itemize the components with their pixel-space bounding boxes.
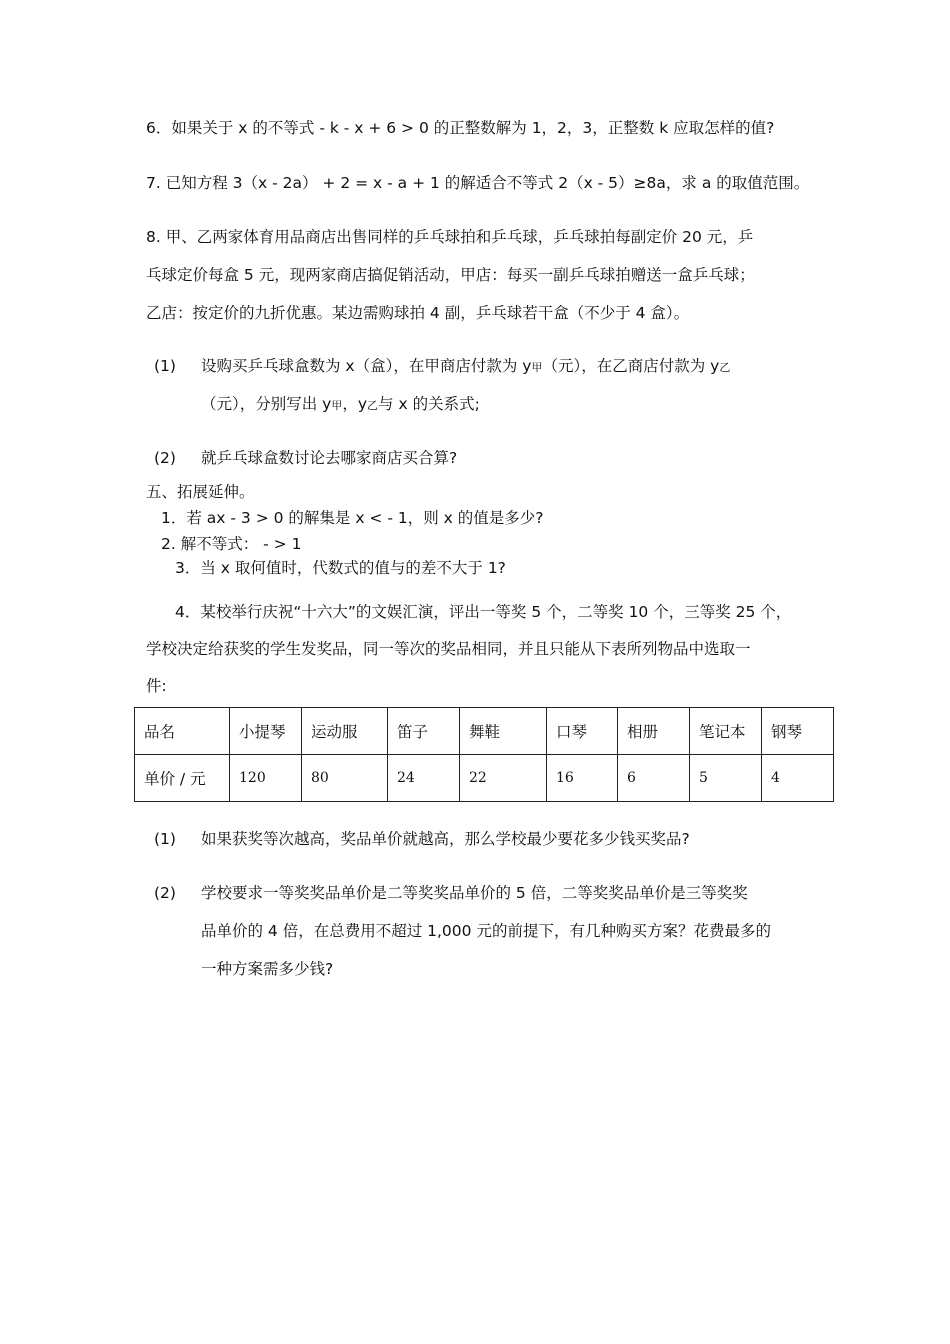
question-8-sub-1-number: (1) [154, 357, 176, 375]
prize-table [134, 707, 834, 802]
question-8-sub-1-line-2 [201, 393, 480, 417]
section-5-title: 五、拓展延伸。 [146, 483, 255, 501]
price-cell: 4 [762, 755, 834, 802]
text-segment: 与 x 的关系式; [378, 395, 480, 413]
question-4-sub-2-line-3: 一种方案需多少钱? [201, 960, 334, 978]
price-cell: 5 [690, 755, 762, 802]
price-cell: 120 [230, 755, 302, 802]
extension-2: 2. 解不等式： - > 1 [161, 535, 302, 553]
row-label-item: 品名 [135, 708, 230, 755]
question-4-sub-1: 如果获奖等次越高，奖品单价就越高，那么学校最少要花多少钱买奖品? [201, 830, 690, 848]
question-6: 6．如果关于 x 的不等式 - k - x + 6 > 0 的正整数解为 1，2，3，正整数 k 应取怎样的值? [146, 119, 775, 137]
question-4-sub-2-line-1: 学校要求一等奖奖品单价是二等奖奖品单价的 5 倍，二等奖奖品单价是三等奖奖 [201, 884, 748, 902]
subscript: 甲 [531, 361, 543, 374]
question-8-line-3: 乙店：按定价的九折优惠。某边需购球拍 4 副，乒乓球若干盒（不少于 4 盒）。 [146, 304, 690, 322]
question-7: 7. 已知方程 3（x - 2a） + 2 = x - a + 1 的解适合不等式 2（x - 5）≥8a，求 a 的取值范围。 [146, 174, 810, 192]
question-8-sub-2-number: (2) [154, 449, 176, 467]
item-cell: 口琴 [547, 708, 618, 755]
extension-4-line-2: 学校决定给获奖的学生发奖品，同一等次的奖品相同，并且只能从下表所列物品中选取一 [146, 640, 751, 658]
subscript: 甲 [331, 399, 343, 412]
question-8-sub-2: 就乒乓球盒数讨论去哪家商店买合算? [201, 449, 458, 467]
question-8-sub-1-line-1 [201, 355, 730, 379]
subscript: 乙 [367, 399, 379, 412]
text-segment: ，y [342, 395, 368, 413]
extension-3: 3．当 x 取何值时，代数式的值与的差不大于 1? [175, 559, 506, 577]
question-4-sub-1-number: (1) [154, 830, 176, 848]
item-cell: 相册 [618, 708, 690, 755]
extension-4-line-1: 4．某校举行庆祝“十六大”的文娱汇演，评出一等奖 5 个，二等奖 10 个，三等奖 25 个， [175, 603, 792, 621]
row-label-price: 单价 / 元 [135, 755, 230, 802]
text-segment: 设购买乒乓球盒数为 x（盒），在甲商店付款为 y [201, 357, 532, 375]
item-cell: 运动服 [302, 708, 388, 755]
price-cell: 22 [460, 755, 547, 802]
question-8-line-1: 8. 甲、乙两家体育用品商店出售同样的乒乓球拍和乒乓球，乒乓球拍每副定价 20 元，乒 [146, 228, 754, 246]
table-row [135, 755, 834, 802]
item-cell: 钢琴 [762, 708, 834, 755]
text-segment: （元），在乙商店付款为 y [542, 357, 720, 375]
extension-4-line-3: 件: [146, 677, 167, 695]
question-4-sub-2-line-2: 品单价的 4 倍，在总费用不超过 1,000 元的前提下，有几种购买方案？花费最多的 [201, 922, 771, 940]
price-cell: 80 [302, 755, 388, 802]
question-8-line-2: 乓球定价每盒 5 元，现两家商店搞促销活动，甲店：每买一副乒乓球拍赠送一盒乒乓球； [146, 266, 755, 284]
item-cell: 小提琴 [230, 708, 302, 755]
table-row [135, 708, 834, 755]
text-segment: （元），分别写出 y [201, 395, 332, 413]
extension-1: 1．若 ax - 3 > 0 的解集是 x < - 1，则 x 的值是多少? [161, 509, 544, 527]
item-cell: 笔记本 [690, 708, 762, 755]
item-cell: 笛子 [388, 708, 460, 755]
price-cell: 16 [547, 755, 618, 802]
subscript: 乙 [719, 361, 731, 374]
question-4-sub-2-number: (2) [154, 884, 176, 902]
item-cell: 舞鞋 [460, 708, 547, 755]
price-cell: 6 [618, 755, 690, 802]
price-cell: 24 [388, 755, 460, 802]
